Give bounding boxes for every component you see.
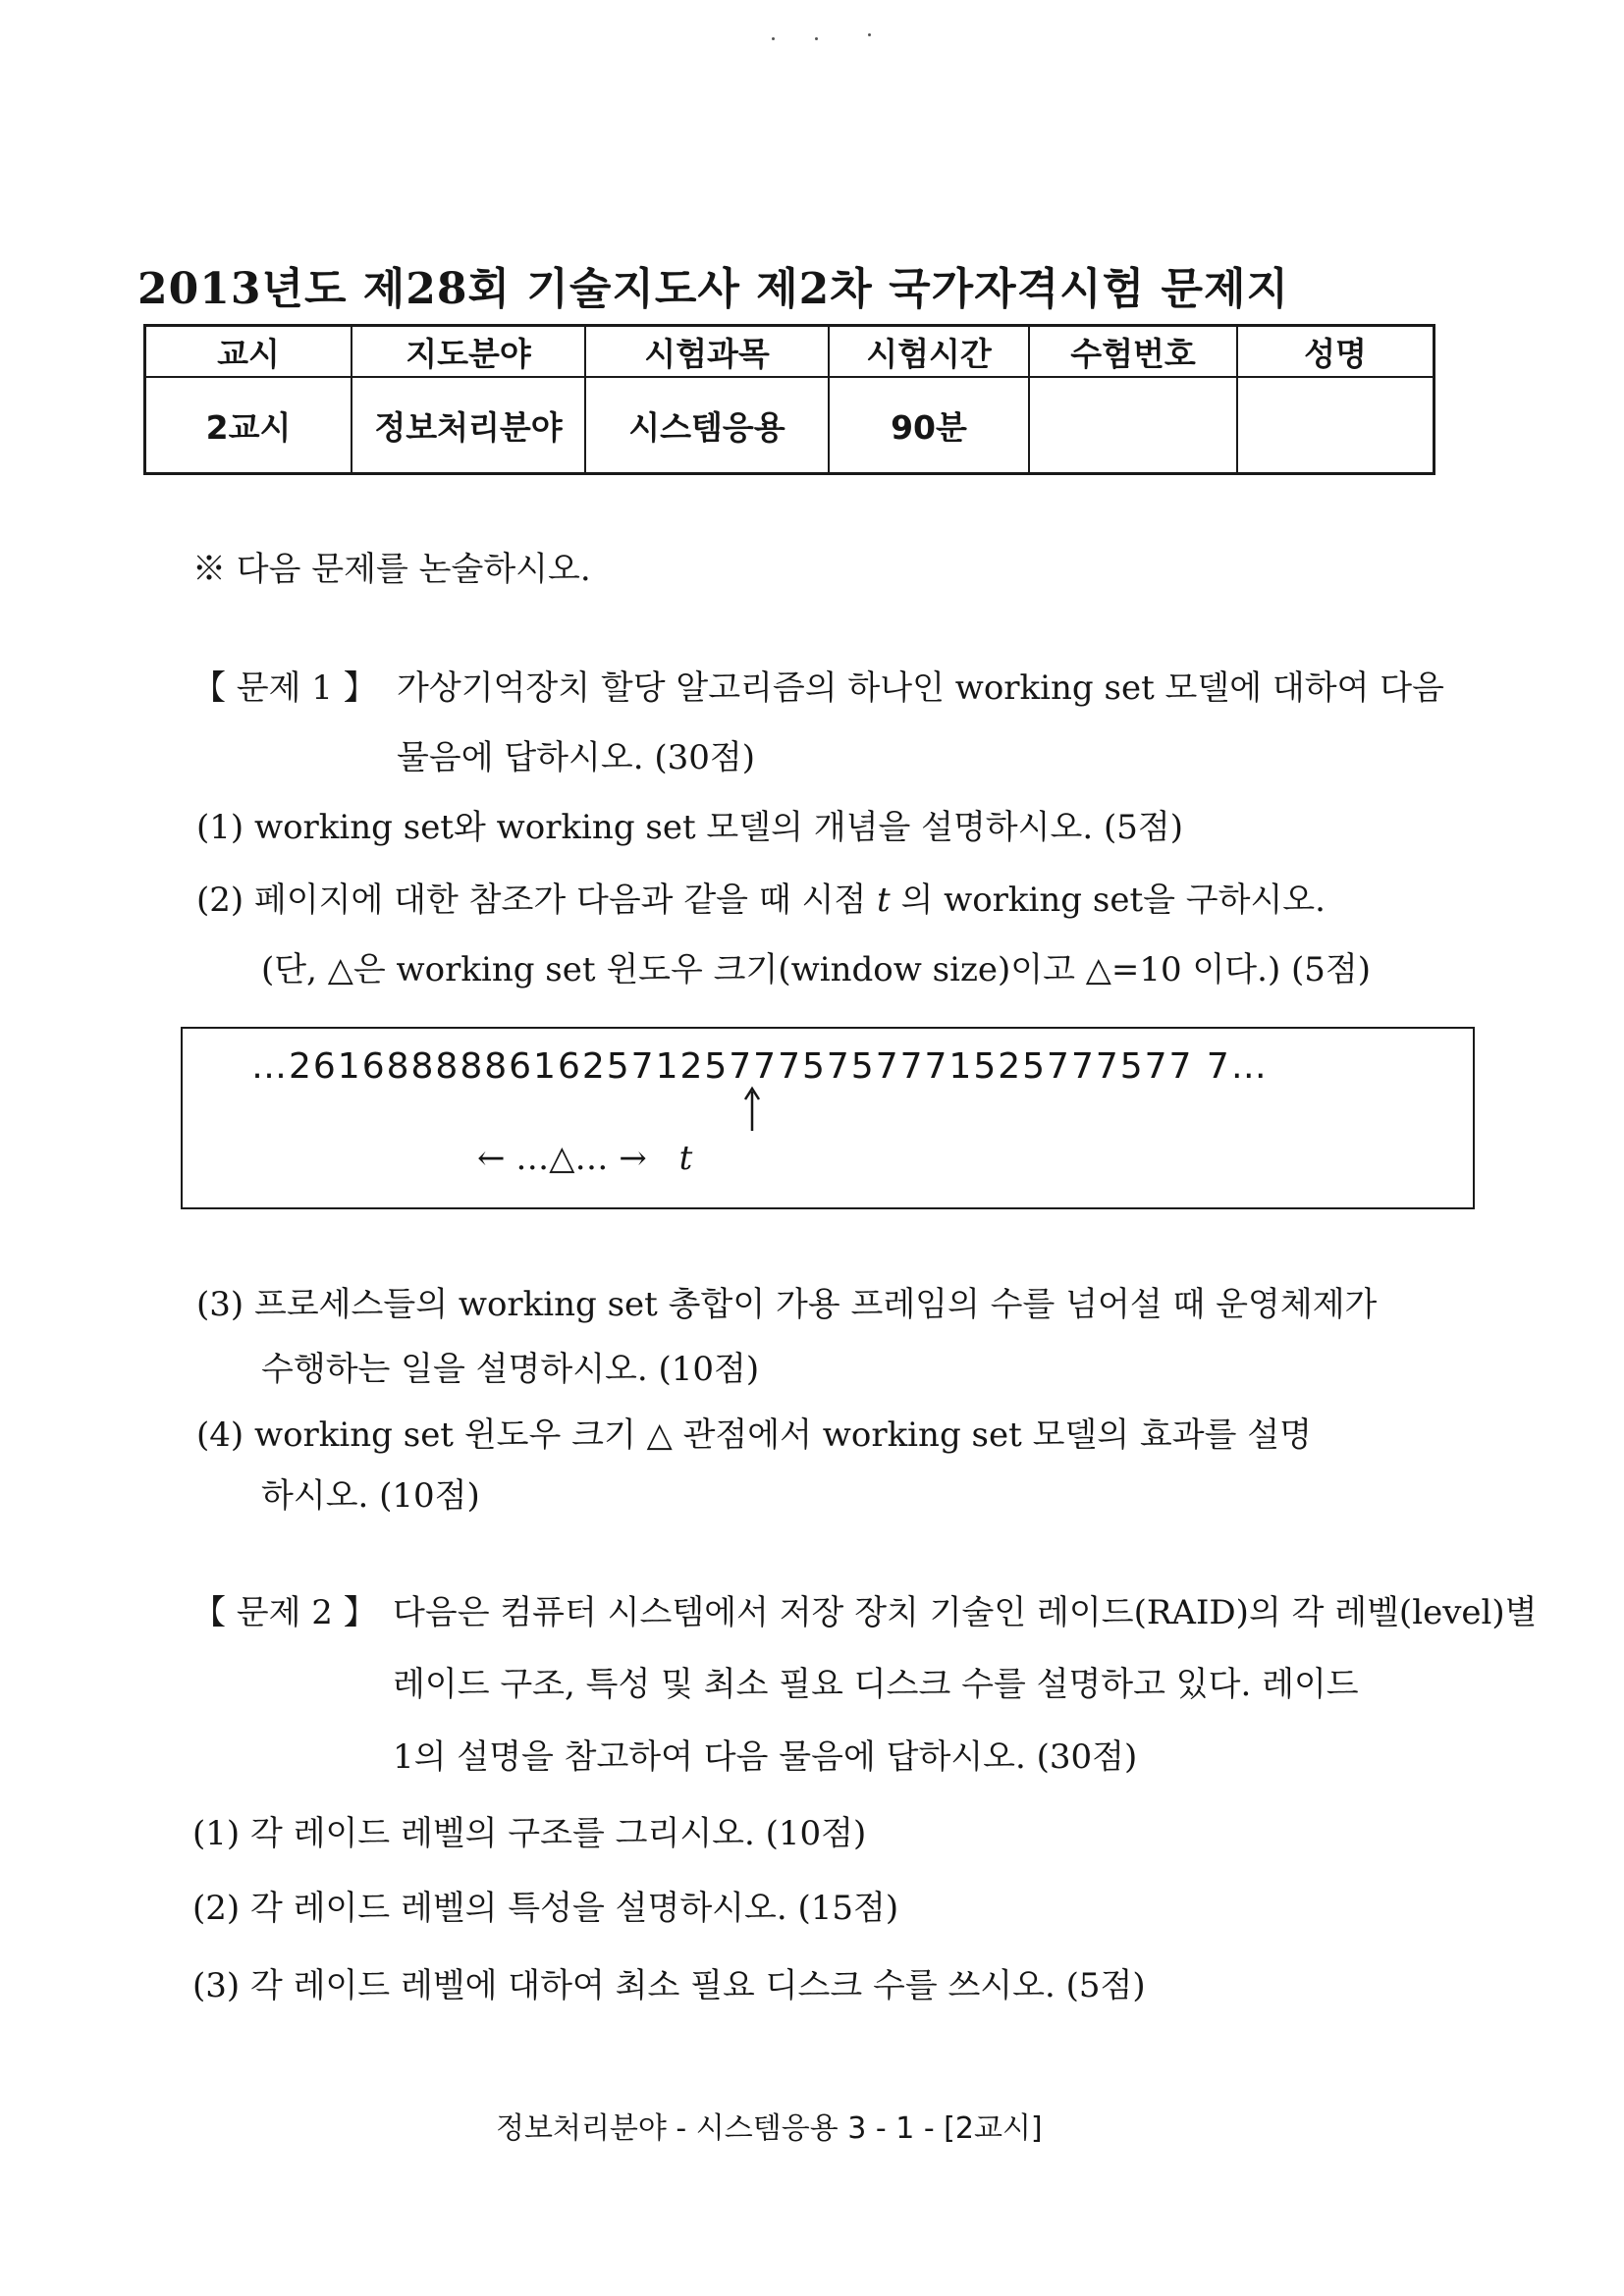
col-header-period: 교시: [145, 326, 352, 378]
problem1-q2-line2: (단, △은 working set 윈도우 크기(window size)이고 △=10 이다.) (5점): [261, 950, 1372, 989]
problem2-q2: (2) 각 레이드 레벨의 특성을 설명하시오. (15점): [192, 1889, 899, 1928]
cell-name: [1237, 377, 1435, 474]
col-header-subject: 시험과목: [585, 326, 829, 378]
problem1-q4-line2: 하시오. (10점): [261, 1476, 480, 1516]
problem1-q4-line1: (4) working set 윈도우 크기 △ 관점에서 working set 모델의 효과를 설명: [196, 1415, 1312, 1455]
problem2-q1: (1) 각 레이드 레벨의 구조를 그리시오. (10점): [192, 1814, 867, 1853]
col-header-field: 지도분야: [352, 326, 585, 378]
q2-time-variable: t: [876, 881, 891, 920]
page-footer: 정보처리분야 - 시스템응용 3 - 1 - [2교시]: [496, 2111, 1043, 2146]
window-label: ← …△… →: [477, 1139, 647, 1178]
cell-time: 90분: [829, 377, 1029, 474]
problem1-q1: (1) working set와 working set 모델의 개념을 설명하시오. (5점): [196, 808, 1183, 847]
q2-line1-end: 의 working set을 구하시오.: [890, 881, 1326, 920]
col-header-time: 시험시간: [829, 326, 1029, 378]
table-value-row: [145, 377, 1435, 474]
exam-info-table: [143, 324, 1435, 475]
table-header-row: [145, 326, 1435, 378]
cell-subject: 시스템응용: [585, 377, 829, 474]
problem2-text-line2: 레이드 구조, 특성 및 최소 필요 디스크 수를 설명하고 있다. 레이드: [393, 1665, 1359, 1704]
reference-string: …2616888886162571257775757771525777577 7…: [251, 1046, 1269, 1087]
col-header-name: 성명: [1237, 326, 1435, 378]
problem1-q3-line1: (3) 프로세스들의 working set 총합이 가용 프레임의 수를 넘어설 때 운영체제가: [196, 1285, 1378, 1324]
problem1-text-line1: 가상기억장치 할당 알고리즘의 하나인 working set 모델에 대하여 다음: [397, 668, 1444, 708]
problem2-q3: (3) 각 레이드 레벨에 대하여 최소 필요 디스크 수를 쓰시오. (5점): [192, 1966, 1146, 2005]
problem1-q2-line1: [196, 873, 1326, 921]
problem1-text-line2: 물음에 답하시오. (30점): [397, 738, 755, 777]
page-title: 2013년도 제28회 기술지도사 제2차 국가자격시험 문제지: [137, 264, 1289, 314]
problem2-text-line3: 1의 설명을 참고하여 다음 물음에 답하시오. (30점): [393, 1737, 1138, 1777]
up-arrow-icon: [742, 1086, 762, 1133]
cell-exam-number: [1029, 377, 1237, 474]
window-size-indicator: [477, 1139, 692, 1178]
problem1-label: 【 문제 1 】: [192, 668, 377, 708]
cell-field: 정보처리분야: [352, 377, 585, 474]
instruction: ※ 다음 문제를 논술하시오.: [192, 550, 591, 589]
problem2-label: 【 문제 2 】: [192, 1593, 377, 1632]
scan-specks: [0, 37, 1624, 47]
time-label: t: [678, 1139, 693, 1178]
col-header-exam-number: 수험번호: [1029, 326, 1237, 378]
cell-period: 2교시: [145, 377, 352, 474]
problem1-q3-line2: 수행하는 일을 설명하시오. (10점): [261, 1350, 760, 1389]
problem2-text-line1: 다음은 컴퓨터 시스템에서 저장 장치 기술인 레이드(RAID)의 각 레벨(level)별: [393, 1593, 1538, 1632]
q2-line1-start: (2) 페이지에 대한 참조가 다음과 같을 때 시점: [196, 881, 877, 920]
